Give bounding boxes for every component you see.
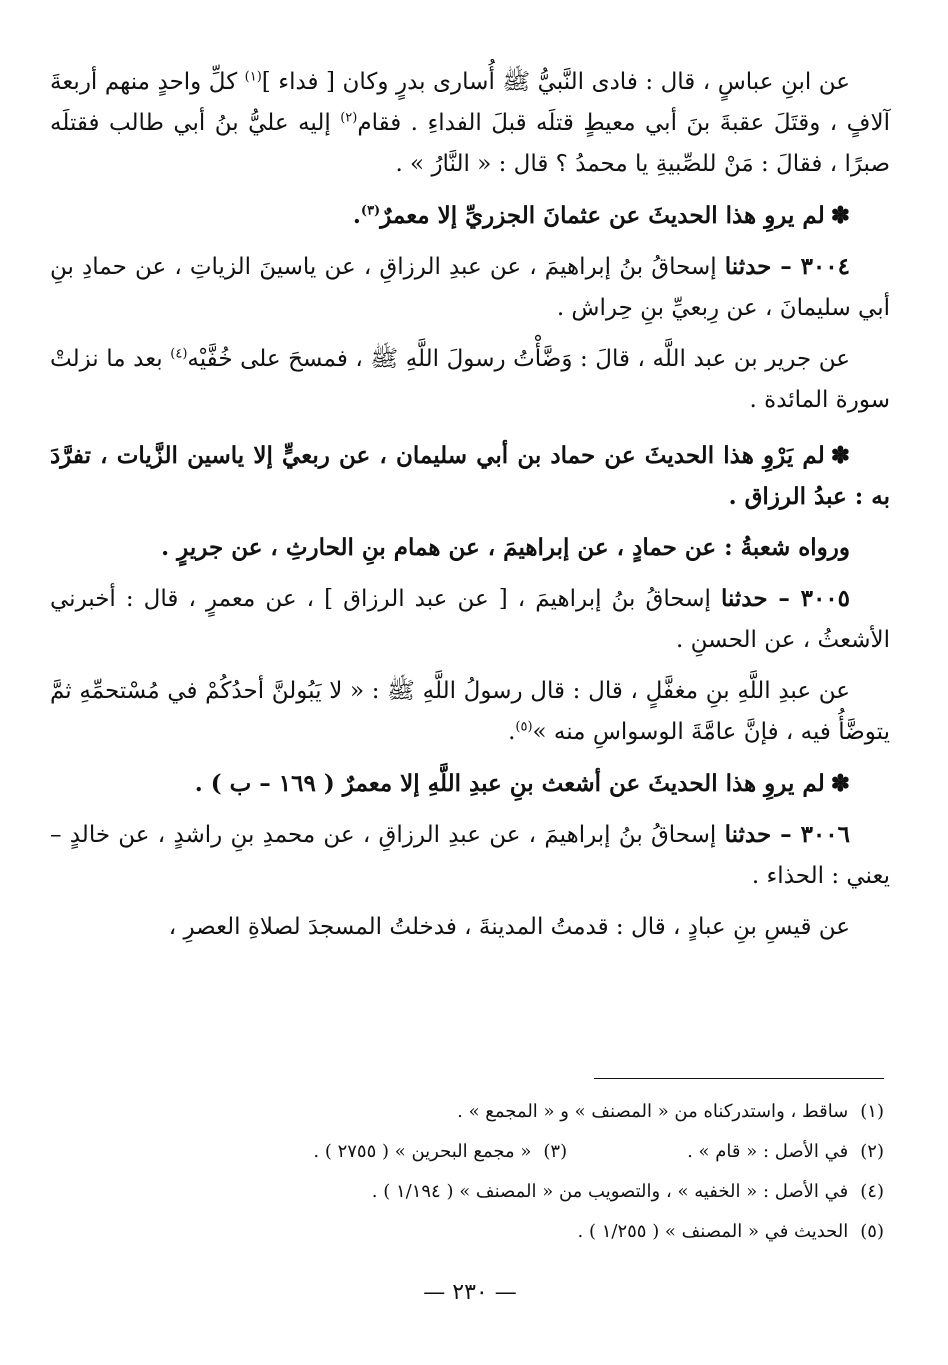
hadith-3005-isnad — [50, 578, 890, 661]
footnote-item — [70, 1132, 884, 1172]
footnote-text: الحديث في « المصنف » ( ١/٢٥٥ ) . — [577, 1221, 849, 1242]
note-shuba-riwaya — [50, 527, 890, 568]
footnote-text: في الأصل : « الخفيه » ، والتصويب من « المصنف » ( ١/١٩٤ ) . — [371, 1181, 849, 1202]
note-uthman-jazari — [50, 195, 890, 236]
page-body — [50, 62, 890, 1342]
hadith-lead: – حدثنا — [724, 821, 801, 848]
note-text: ورواه شعبةُ : عن حمادٍ ، عن إبراهيمَ ، عن همام بنِ الحارثِ ، عن جريرٍ . — [161, 534, 850, 561]
text-segment: عن ابنِ عباسٍ ، قال : فادى النَّبيُّ ﷺ أُسارى بدرٍ وكان [ فداء ] — [261, 69, 850, 95]
footnote-item — [70, 1212, 884, 1252]
hadith-number: ٣٠٠٤ — [800, 253, 850, 280]
note-text: لم يروِ هذا الحديثَ عن أشعث بنِ عبدِ اللَّهِ إلا معمرٌ — [342, 770, 825, 797]
paragraph-hadith-3003-text — [50, 62, 890, 185]
star-icon: ✽ — [830, 770, 850, 797]
footnote-text: « مجمع البحرين » ( ٢٧٥٥ ) . — [313, 1141, 532, 1162]
text-segment: كلِّ واحدٍ منهم أربعةَ آلافٍ ، وقتَلَ عقبةَ بنَ أبي معيطٍ قتلَه قبلَ الفداءِ . فقام — [50, 69, 890, 136]
hadith-3004-text — [50, 339, 890, 421]
footnote-number: (٥) — [860, 1221, 884, 1242]
note-text: لم يروِ هذا الحديثَ عن عثمانَ الجزريِّ إلا معمرٌ — [380, 202, 825, 229]
hadith-number: ٣٠٠٦ — [800, 821, 850, 848]
hadith-3006-text — [50, 907, 890, 948]
footnote-divider — [594, 1078, 884, 1079]
footnote-ref: (٤) — [170, 346, 188, 362]
page-number: — ٢٣٠ — — [423, 1280, 517, 1305]
hadith-3006-isnad — [50, 814, 890, 897]
note-ashath — [50, 763, 890, 804]
isnad-text: إسحاقُ بنُ إبراهيمَ ، [ عن عبد الرزاق ] ، عن معمرٍ ، قال : أخبرني الأشعثُ ، عن الحسنِ . — [50, 586, 890, 653]
hadith-lead: – حدثنا — [720, 585, 801, 612]
star-icon: ✽ — [830, 442, 850, 469]
footnote-ref: (٥) — [515, 719, 533, 735]
footnote-item — [70, 1172, 884, 1212]
manuscript-ref: ( ١٦٩ – ب ) . — [194, 770, 343, 797]
hadith-3004-isnad — [50, 246, 890, 329]
isnad-text: إسحاقُ بنُ إبراهيمَ ، عن عبدِ الرزاقِ ، عن ياسينَ الزياتِ ، عن حمادِ بنِ أبي سليمانَ ، عن رِبعيِّ بنِ حِراش . — [50, 254, 890, 321]
footnote-number: (١) — [860, 1101, 884, 1122]
text-segment: إليه عليُّ بنُ أبي طالب فقتلَه صبرًا ، فقالَ : مَنْ للصِّبيةِ يا محمدُ ؟ قال : « النَّارُ » . — [50, 110, 890, 177]
footnote-item — [70, 1092, 884, 1132]
footnote-ref: (٣) — [360, 203, 381, 219]
hadith-lead: – حدثنا — [724, 253, 801, 280]
footnote-ref: (٢) — [340, 110, 358, 126]
isnad-text: إسحاقُ بنُ إبراهيمَ ، عن عبدِ الرزاقِ ، عن محمدِ بنِ راشدٍ ، عن خالدٍ – يعني : الحذاء . — [50, 822, 890, 889]
footnote-number: (٣) — [543, 1141, 568, 1162]
footnote-text: في الأصل : « قام » . — [687, 1141, 849, 1162]
text-segment: . — [508, 719, 516, 745]
star-icon: ✽ — [830, 202, 850, 229]
text-segment: بعد ما نزلتْ سورة المائدة . — [50, 346, 890, 413]
text-segment: عن عبدِ اللَّهِ بنِ مغفَّلٍ ، قال : قال رسولُ اللَّهِ ﷺ : « لا يَبُولنَّ أحدُكُمْ في مُسْتحمِّهِ ثمَّ يتوضَّأُ فيه ، فإنَّ عامَّةَ الوسواسِ منه » — [50, 678, 890, 745]
hadith-number: ٣٠٠٥ — [800, 585, 851, 612]
hadith-3005-text — [50, 671, 890, 753]
footnotes — [70, 1092, 884, 1252]
footnote-text: ساقط ، واستدركناه من « المصنف » و « المجمع » . — [457, 1101, 849, 1122]
text-segment: عن جرير بن عبد اللَّه ، قالَ : وَضَّأْتُ رسولَ اللَّهِ ﷺ ، فمسحَ على خُفَّيْه — [187, 346, 850, 372]
footnote-ref: (١) — [244, 69, 262, 85]
note-text: لم يَرْوِ هذا الحديثَ عن حماد بن أبي سليمان ، عن ربعيٍّ إلا ياسين الزَّيات ، تفرَّدَ به : عبدُ الرزاق . — [50, 442, 890, 510]
note-end: . — [352, 202, 361, 229]
footnote-number: (٢) — [860, 1141, 884, 1162]
note-yasin-zayyat — [50, 435, 890, 517]
text-segment: عن قيسِ بنِ عبادٍ ، قال : قدمتُ المدينةَ ، فدخلتُ المسجدَ لصلاةِ العصرِ ، — [168, 914, 850, 940]
footnote-number: (٤) — [860, 1181, 884, 1202]
